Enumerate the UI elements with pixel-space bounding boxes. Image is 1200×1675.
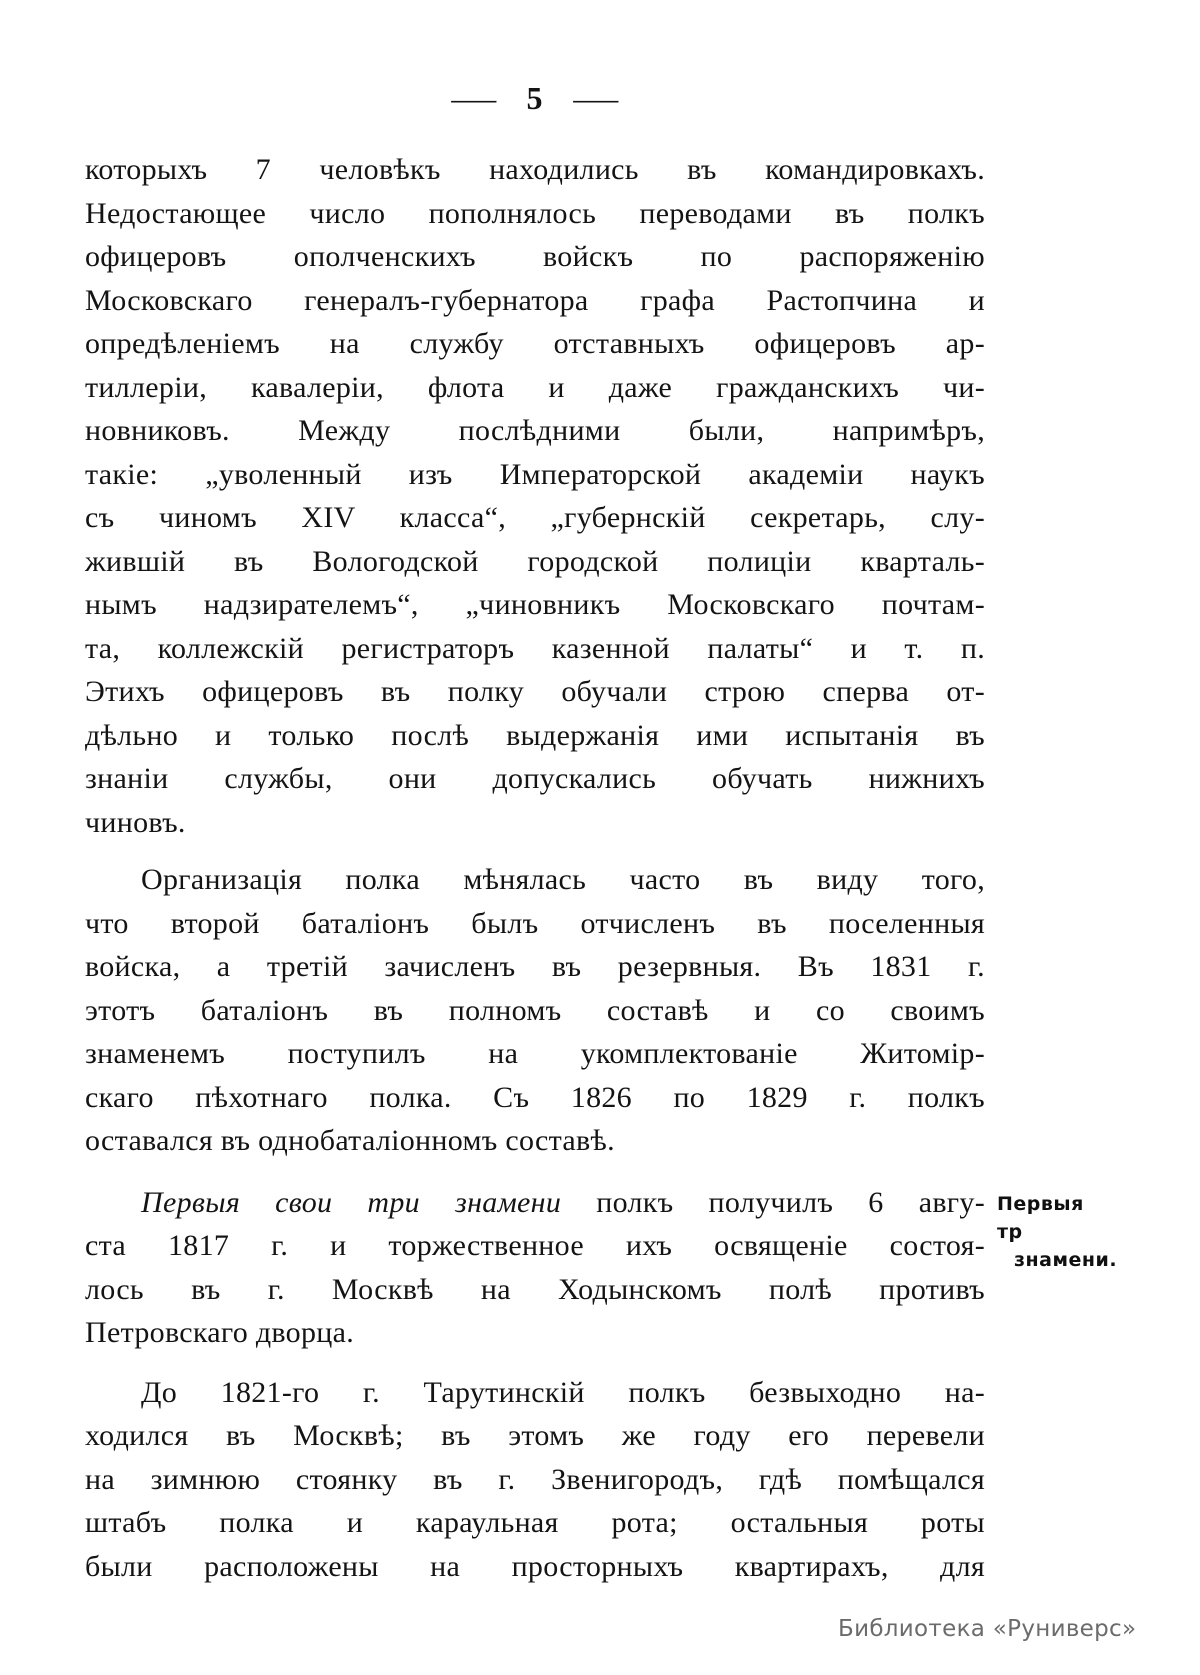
text-line: на зимнюю стоянку въ г. Звенигородъ, гдѣ помѣщался	[85, 1462, 985, 1496]
text-line: знаменемъ поступилъ на укомплектованіе Житомір-	[85, 1037, 985, 1070]
text-line: знаніи службы, они допускались обучать нижнихъ	[85, 762, 985, 795]
text-line: жившій въ Вологодской городской полиціи кварталь-	[85, 544, 985, 578]
text-line: нымъ надзирателемъ“, „чиновникъ Московскаго почтам-	[85, 588, 985, 621]
text-line: которыхъ 7 человѣкъ находились въ командировкахъ.	[85, 153, 985, 186]
text-line: До 1821-го г. Тарутинскій полкъ безвыходно на-	[141, 1375, 985, 1409]
text-line: были расположены на просторныхъ квартирахъ, для	[85, 1549, 985, 1583]
text-line: новниковъ. Между послѣдними были, напримѣръ,	[85, 414, 985, 447]
text-line: Недостающее число пополнялось переводами въ полкъ	[85, 196, 985, 230]
text-line: оставался въ однобаталіонномъ составѣ.	[85, 1124, 615, 1157]
margin-note	[997, 1190, 1118, 1274]
text-line: что второй баталіонъ былъ отчисленъ въ поселенныя	[85, 906, 985, 940]
text-line: Петровскаго дворца.	[85, 1316, 355, 1349]
text-line: съ чиномъ XIV класса“, „губернскій секретарь, слу-	[85, 501, 985, 534]
text-line: дѣльно и только послѣ выдержанія ими испытанія въ	[85, 718, 985, 752]
text-line: опредѣленіемъ на службу отставныхъ офицеровъ ар-	[85, 327, 985, 360]
margin-note-line-2: знамени.	[1014, 1249, 1118, 1271]
header-dash-right: —	[572, 80, 620, 116]
text-line: тиллеріи, кавалеріи, флота и даже гражданскихъ чи-	[85, 370, 985, 404]
text-line: ста 1817 г. и торжественное ихъ освященіе состоя-	[85, 1229, 985, 1262]
text-line: штабъ полка и караульная рота; остальныя роты	[85, 1506, 985, 1539]
header-dash-left: —	[450, 80, 498, 116]
text-line	[85, 1181, 985, 1225]
text-line: та, коллежскій регистраторъ казенной палаты“ и т. п.	[85, 631, 985, 665]
text-line: скаго пѣхотнаго полка. Съ 1826 по 1829 г. полкъ	[85, 1080, 985, 1114]
text-line: Организація полка мѣнялась часто въ виду того,	[141, 863, 985, 896]
lead-rest-text: полкъ получилъ 6 авгу-	[561, 1185, 985, 1219]
text-line: чиновъ.	[85, 805, 186, 839]
text-line: ходился въ Москвѣ; въ этомъ же году его перевели	[85, 1419, 985, 1452]
margin-note-line-1: Первыя тр	[997, 1193, 1084, 1243]
text-line: этотъ баталіонъ въ полномъ составѣ и со своимъ	[85, 993, 985, 1027]
text-line: войска, а третій зачисленъ въ резервныя. Въ 1831 г.	[85, 950, 985, 983]
page-header	[85, 80, 985, 117]
text-line: лось въ г. Москвѣ на Ходынскомъ полѣ противъ	[85, 1272, 985, 1306]
paragraph-3	[85, 1181, 985, 1355]
text-line: офицеровъ ополченскихъ войскъ по распоряженію	[85, 240, 985, 273]
text-line: Московскаго генералъ-губернатора графа Растопчина и	[85, 283, 985, 317]
paragraph-4	[85, 1371, 985, 1589]
paragraph-1	[85, 148, 985, 844]
page-body	[85, 148, 985, 1588]
italic-lead-phrase: Первыя свои три знамени	[141, 1185, 562, 1219]
text-line: такіе: „уволенный изъ Императорской академіи наукъ	[85, 457, 985, 491]
text-line: Этихъ офицеровъ въ полку обучали строю сперва от-	[85, 675, 985, 708]
library-watermark: Библиотека «Руниверс»	[838, 1616, 1137, 1642]
page-number: 5	[526, 80, 544, 116]
paragraph-2	[85, 858, 985, 1163]
